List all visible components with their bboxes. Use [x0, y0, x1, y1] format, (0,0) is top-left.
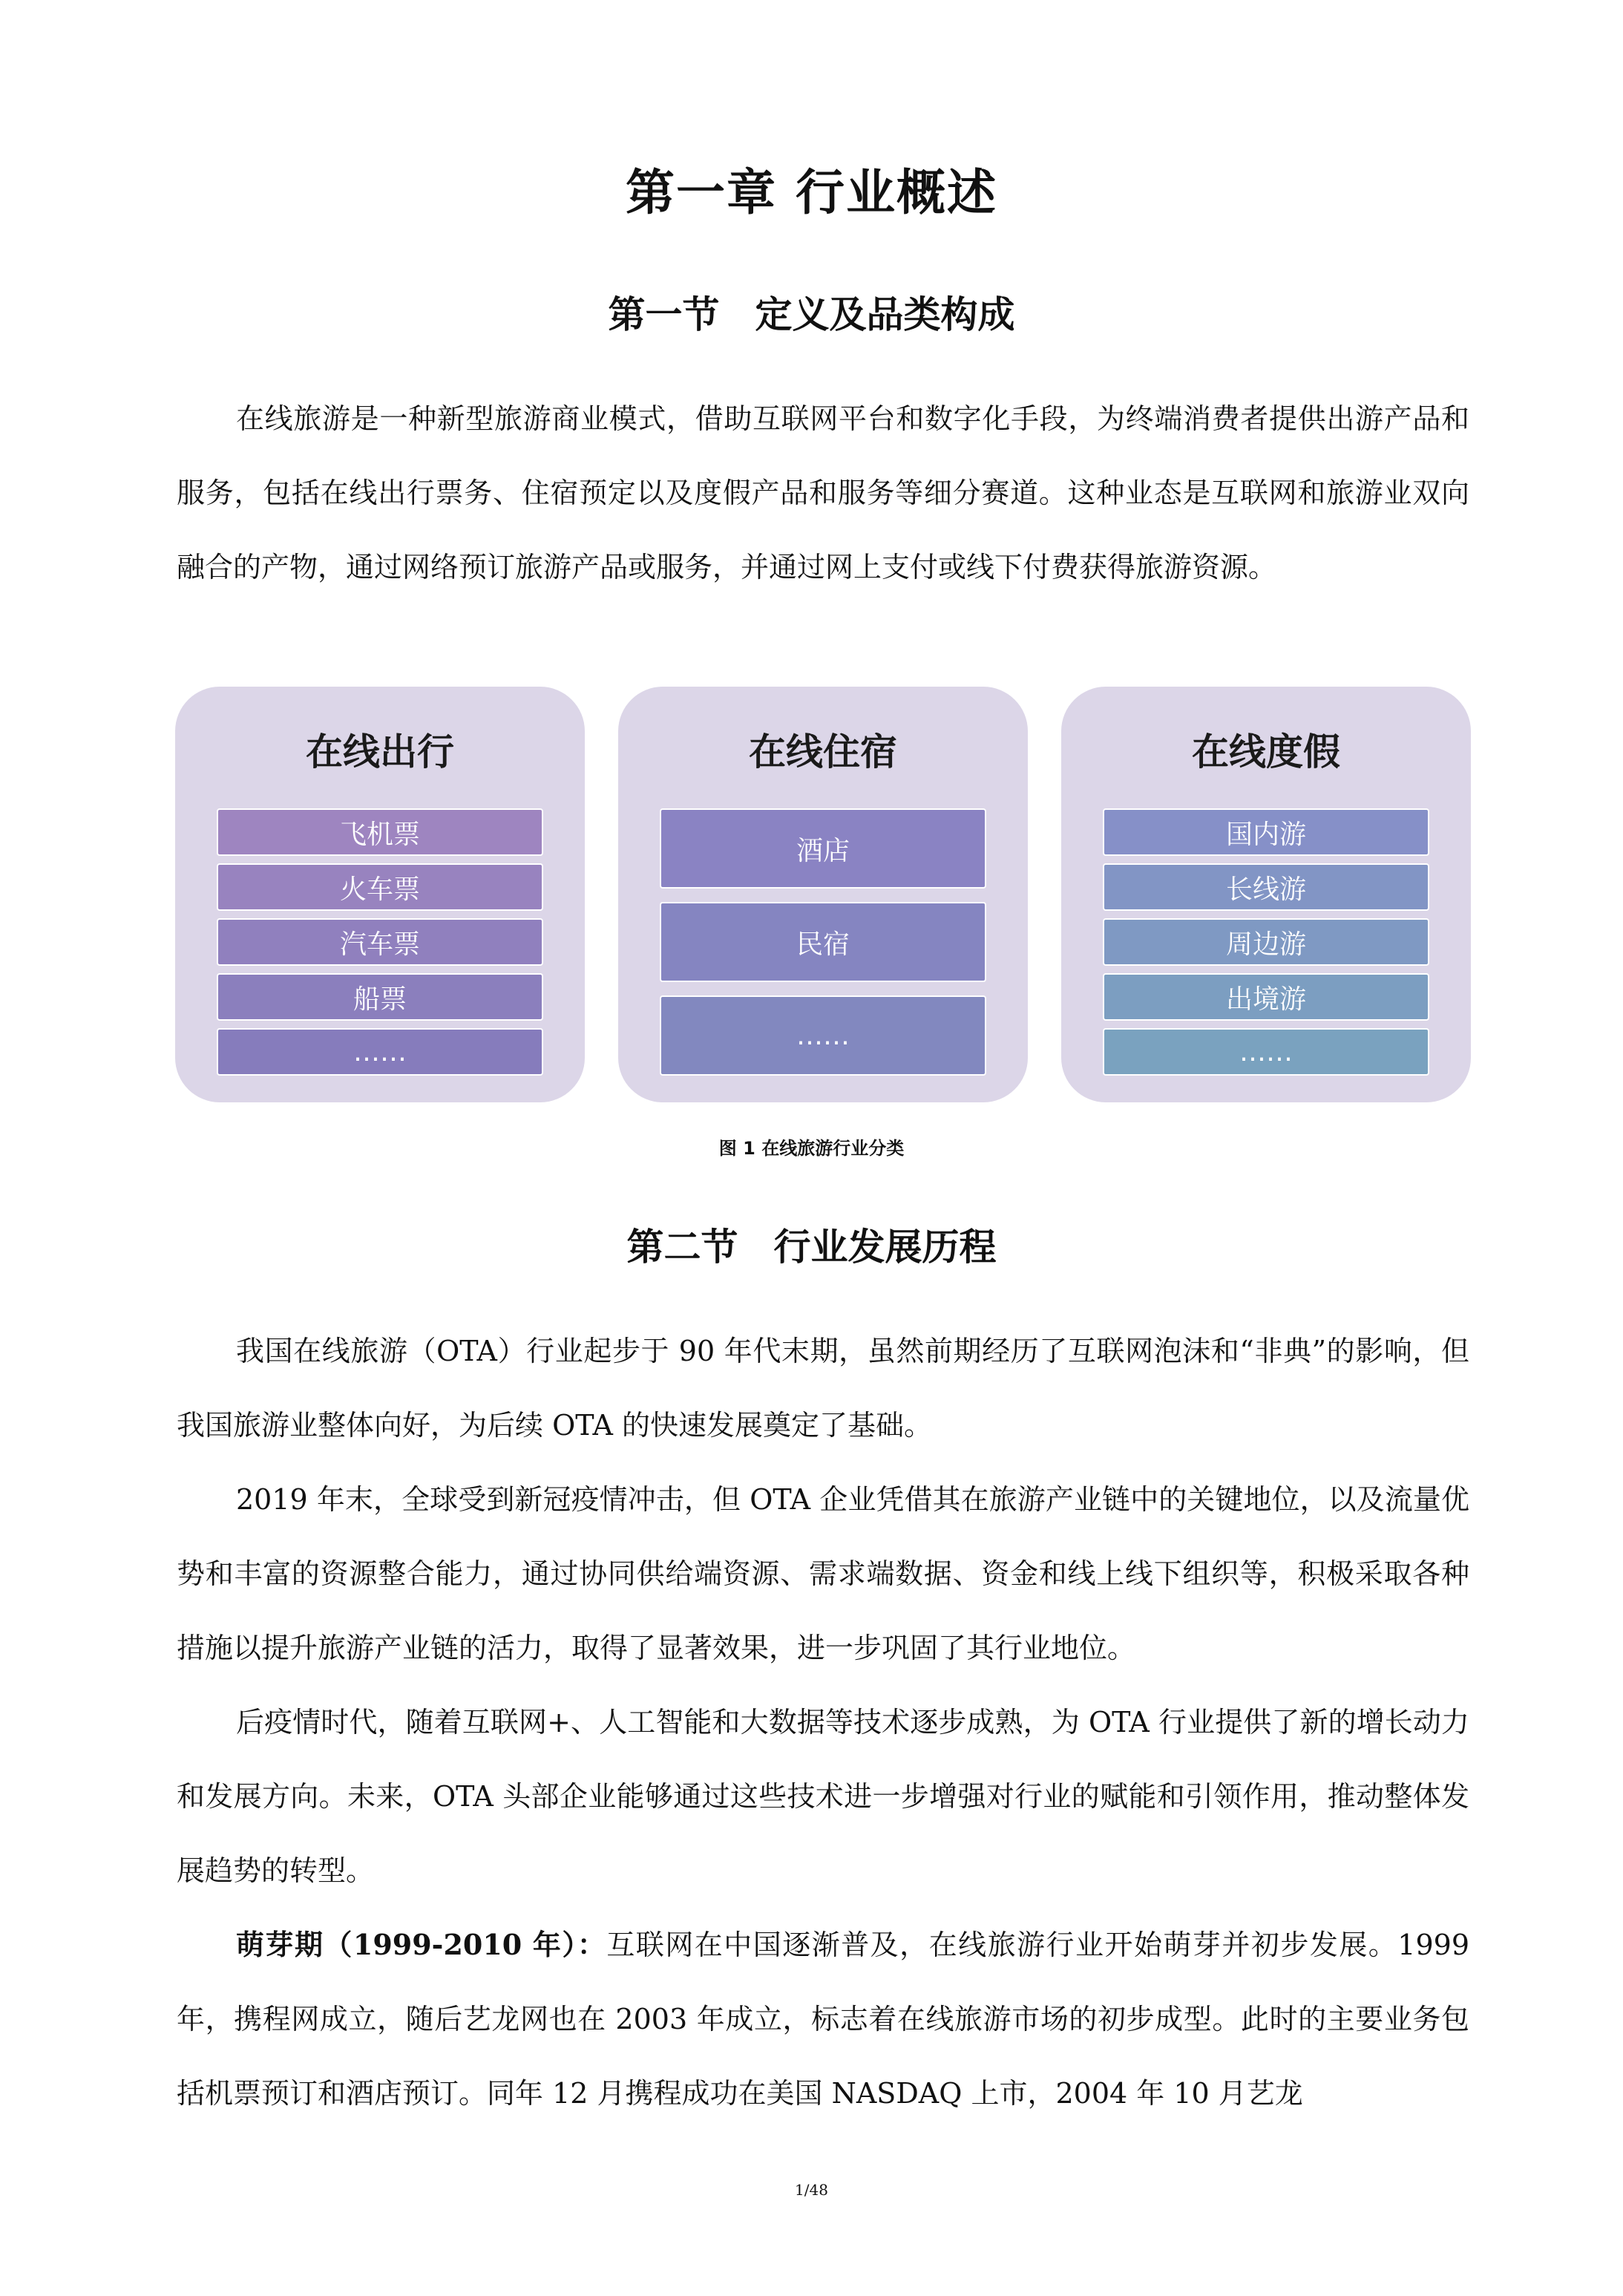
- section-2-paragraph-2: 2019 年末，全球受到新冠疫情冲击，但 OTA 企业凭借其在旅游产业链中的关键地位，以及流量优势和丰富的资源整合能力，通过协同供给端资源、需求端数据、资金和线上线下组织等，积极采取各种措施以提升旅游产业链的活力，取得了显著效果，进一步巩固了其行业地位。: [177, 1483, 1469, 1664]
- section-1-name: 定义及品类构成: [755, 293, 1015, 336]
- category-item: 酒店: [660, 808, 986, 889]
- figure-caption: 图 1 在线旅游行业分类: [718, 1138, 905, 1159]
- sprout-period-label: 萌芽期（1999-2010 年）：: [236, 1928, 607, 1961]
- panel-title: 在线住宿: [749, 730, 897, 773]
- chapter-title: 第一章 行业概述: [626, 164, 997, 221]
- panel-online-lodging: [618, 687, 1028, 1102]
- section-title-2: [0, 1217, 1623, 1271]
- category-item: 汽车票: [217, 918, 543, 966]
- category-item: 飞机票: [217, 808, 543, 856]
- category-item: 火车票: [217, 863, 543, 911]
- category-item: ……: [217, 1028, 543, 1076]
- sprout-period-paragraph: [177, 1908, 1469, 2130]
- panel-title: 在线度假: [1192, 730, 1340, 773]
- section-2-paragraph-1: 我国在线旅游（OTA）行业起步于 90 年代末期，虽然前期经历了互联网泡沫和“非典”的影响，但我国旅游业整体向好，为后续 OTA 的快速发展奠定了基础。: [177, 1335, 1469, 1442]
- page-number: 1/48: [795, 2181, 828, 2199]
- section-2-name: 行业发展历程: [773, 1226, 997, 1269]
- category-item: ……: [1103, 1028, 1429, 1076]
- category-item: 国内游: [1103, 808, 1429, 856]
- panel-online-vacation: [1061, 687, 1471, 1102]
- panel-title: 在线出行: [306, 730, 454, 773]
- section-2-paragraph-3: 后疫情时代，随着互联网+、人工智能和大数据等技术逐步成熟，为 OTA 行业提供了新的增长动力和发展方向。未来，OTA 头部企业能够通过这些技术进一步增强对行业的赋能和引领作用，推动整体发展趋势的转型。: [177, 1706, 1469, 1887]
- category-item: 长线游: [1103, 863, 1429, 911]
- section-2-number: 第二节: [626, 1226, 738, 1269]
- category-item: 船票: [217, 973, 543, 1021]
- category-item: 出境游: [1103, 973, 1429, 1021]
- panel-online-travel: [175, 687, 585, 1102]
- sprout-period-text: 互联网在中国逐渐普及，在线旅游行业开始萌芽并初步发展。1999 年，携程网成立，随后艺龙网也在 2003 年成立，标志着在线旅游市场的初步成型。此时的主要业务包括机票预订和酒店预订。同年 12 月携程成功在美国 NASDAQ 上市，2004 年 10 月艺龙: [177, 1929, 1469, 2110]
- category-item: 民宿: [660, 902, 986, 982]
- category-item: ……: [660, 995, 986, 1076]
- category-figure: [175, 687, 1471, 1102]
- section-title-1: [0, 285, 1623, 338]
- section-1-number: 第一节: [608, 293, 720, 336]
- category-item: 周边游: [1103, 918, 1429, 966]
- section-1-paragraph: 在线旅游是一种新型旅游商业模式，借助互联网平台和数字化手段，为终端消费者提供出游产品和服务，包括在线出行票务、住宿预定以及度假产品和服务等细分赛道。这种业态是互联网和旅游业双向融合的产物，通过网络预订旅游产品或服务，并通过网上支付或线下付费获得旅游资源。: [177, 402, 1469, 583]
